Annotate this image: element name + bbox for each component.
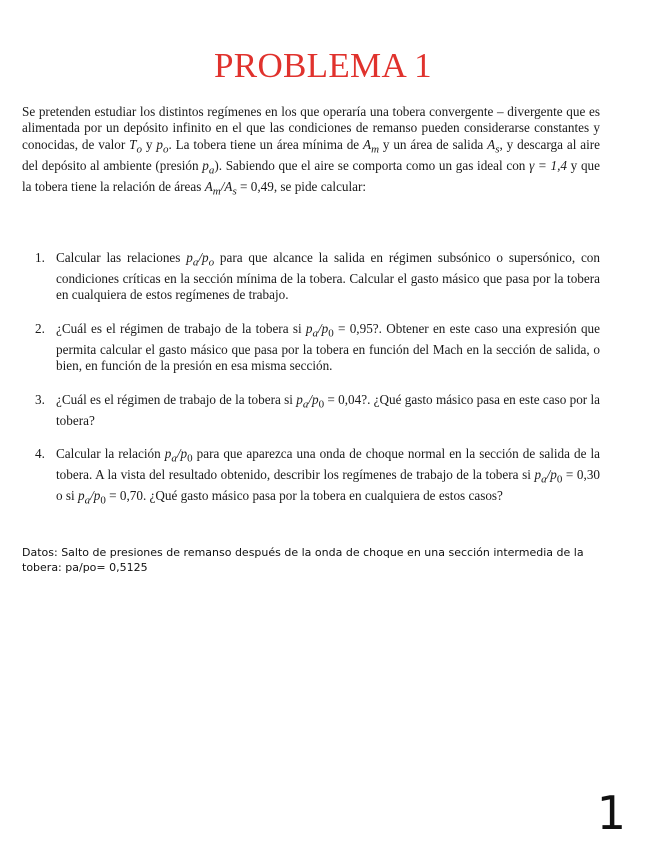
- question-3: 3. ¿Cuál es el régimen de trabajo de la tobera si $p_a/p_0 = 0,04$?. ¿Qué gasto másico pasa en este caso por la tobera?: [35, 391, 601, 428]
- problem-title: PROBLEMA 1: [214, 46, 432, 85]
- question-4: 4. Calcular la relación $p_a/p_0$ para que aparezca una onda de choque normal en la sección de salida de la tobera. A la vista del resultado obtenido, describir los regímenes de trabajo de la tobera si $p_a/p_0 = 0,30$ o si $p_a/p_0 = 0,70$. ¿Qué gasto másico pasa por la tobera en cualquiera de estos casos?: [35, 446, 601, 507]
- question-2: 2. ¿Cuál es el régimen de trabajo de la tobera si $p_a/p_0 = 0,95$?. Obtener en este caso una expresión que permita calcular el gasto másico que pasa por la tobera en función del Mach en la sección de salida, o bien, en función de la presión en esa misma sección.: [35, 320, 601, 374]
- data-note: Datos: Salto de presiones de remanso después de la onda de choque en una sección intermedia de la tobera: pa/po= 0,5125: [22, 546, 584, 574]
- question-list: [22, 250, 600, 526]
- page-number: 1: [596, 786, 626, 840]
- problem-statement: Se pretenden estudiar los distintos regímenes en los que operaría una tobera convergente – divergente que es alimentada por un depósito infinito en el que las condiciones de remanso pueden considerarse constantes y conocidas, de valor $T_o$ y $p_o$. La tobera tiene un área mínima de $A_m$ y un área de salida $A_s$, y descarga al aire del depósito al ambiente (presión $p_a$). Sabiendo que el aire se comporta como un gas ideal con γ = 1,4 y que la tobera tiene la relación de áreas $A_m/A_s = 0,49$, se pide calcular:: [22, 104, 600, 198]
- question-1: 1. Calcular las relaciones $p_a/p_o$ para que alcance la salida en régimen subsónico o supersónico, con condiciones críticas en la sección mínima de la tobera. Calcular el gasto másico que pasa por la tobera en cualquiera de estos regímenes de trabajo.: [35, 250, 600, 303]
